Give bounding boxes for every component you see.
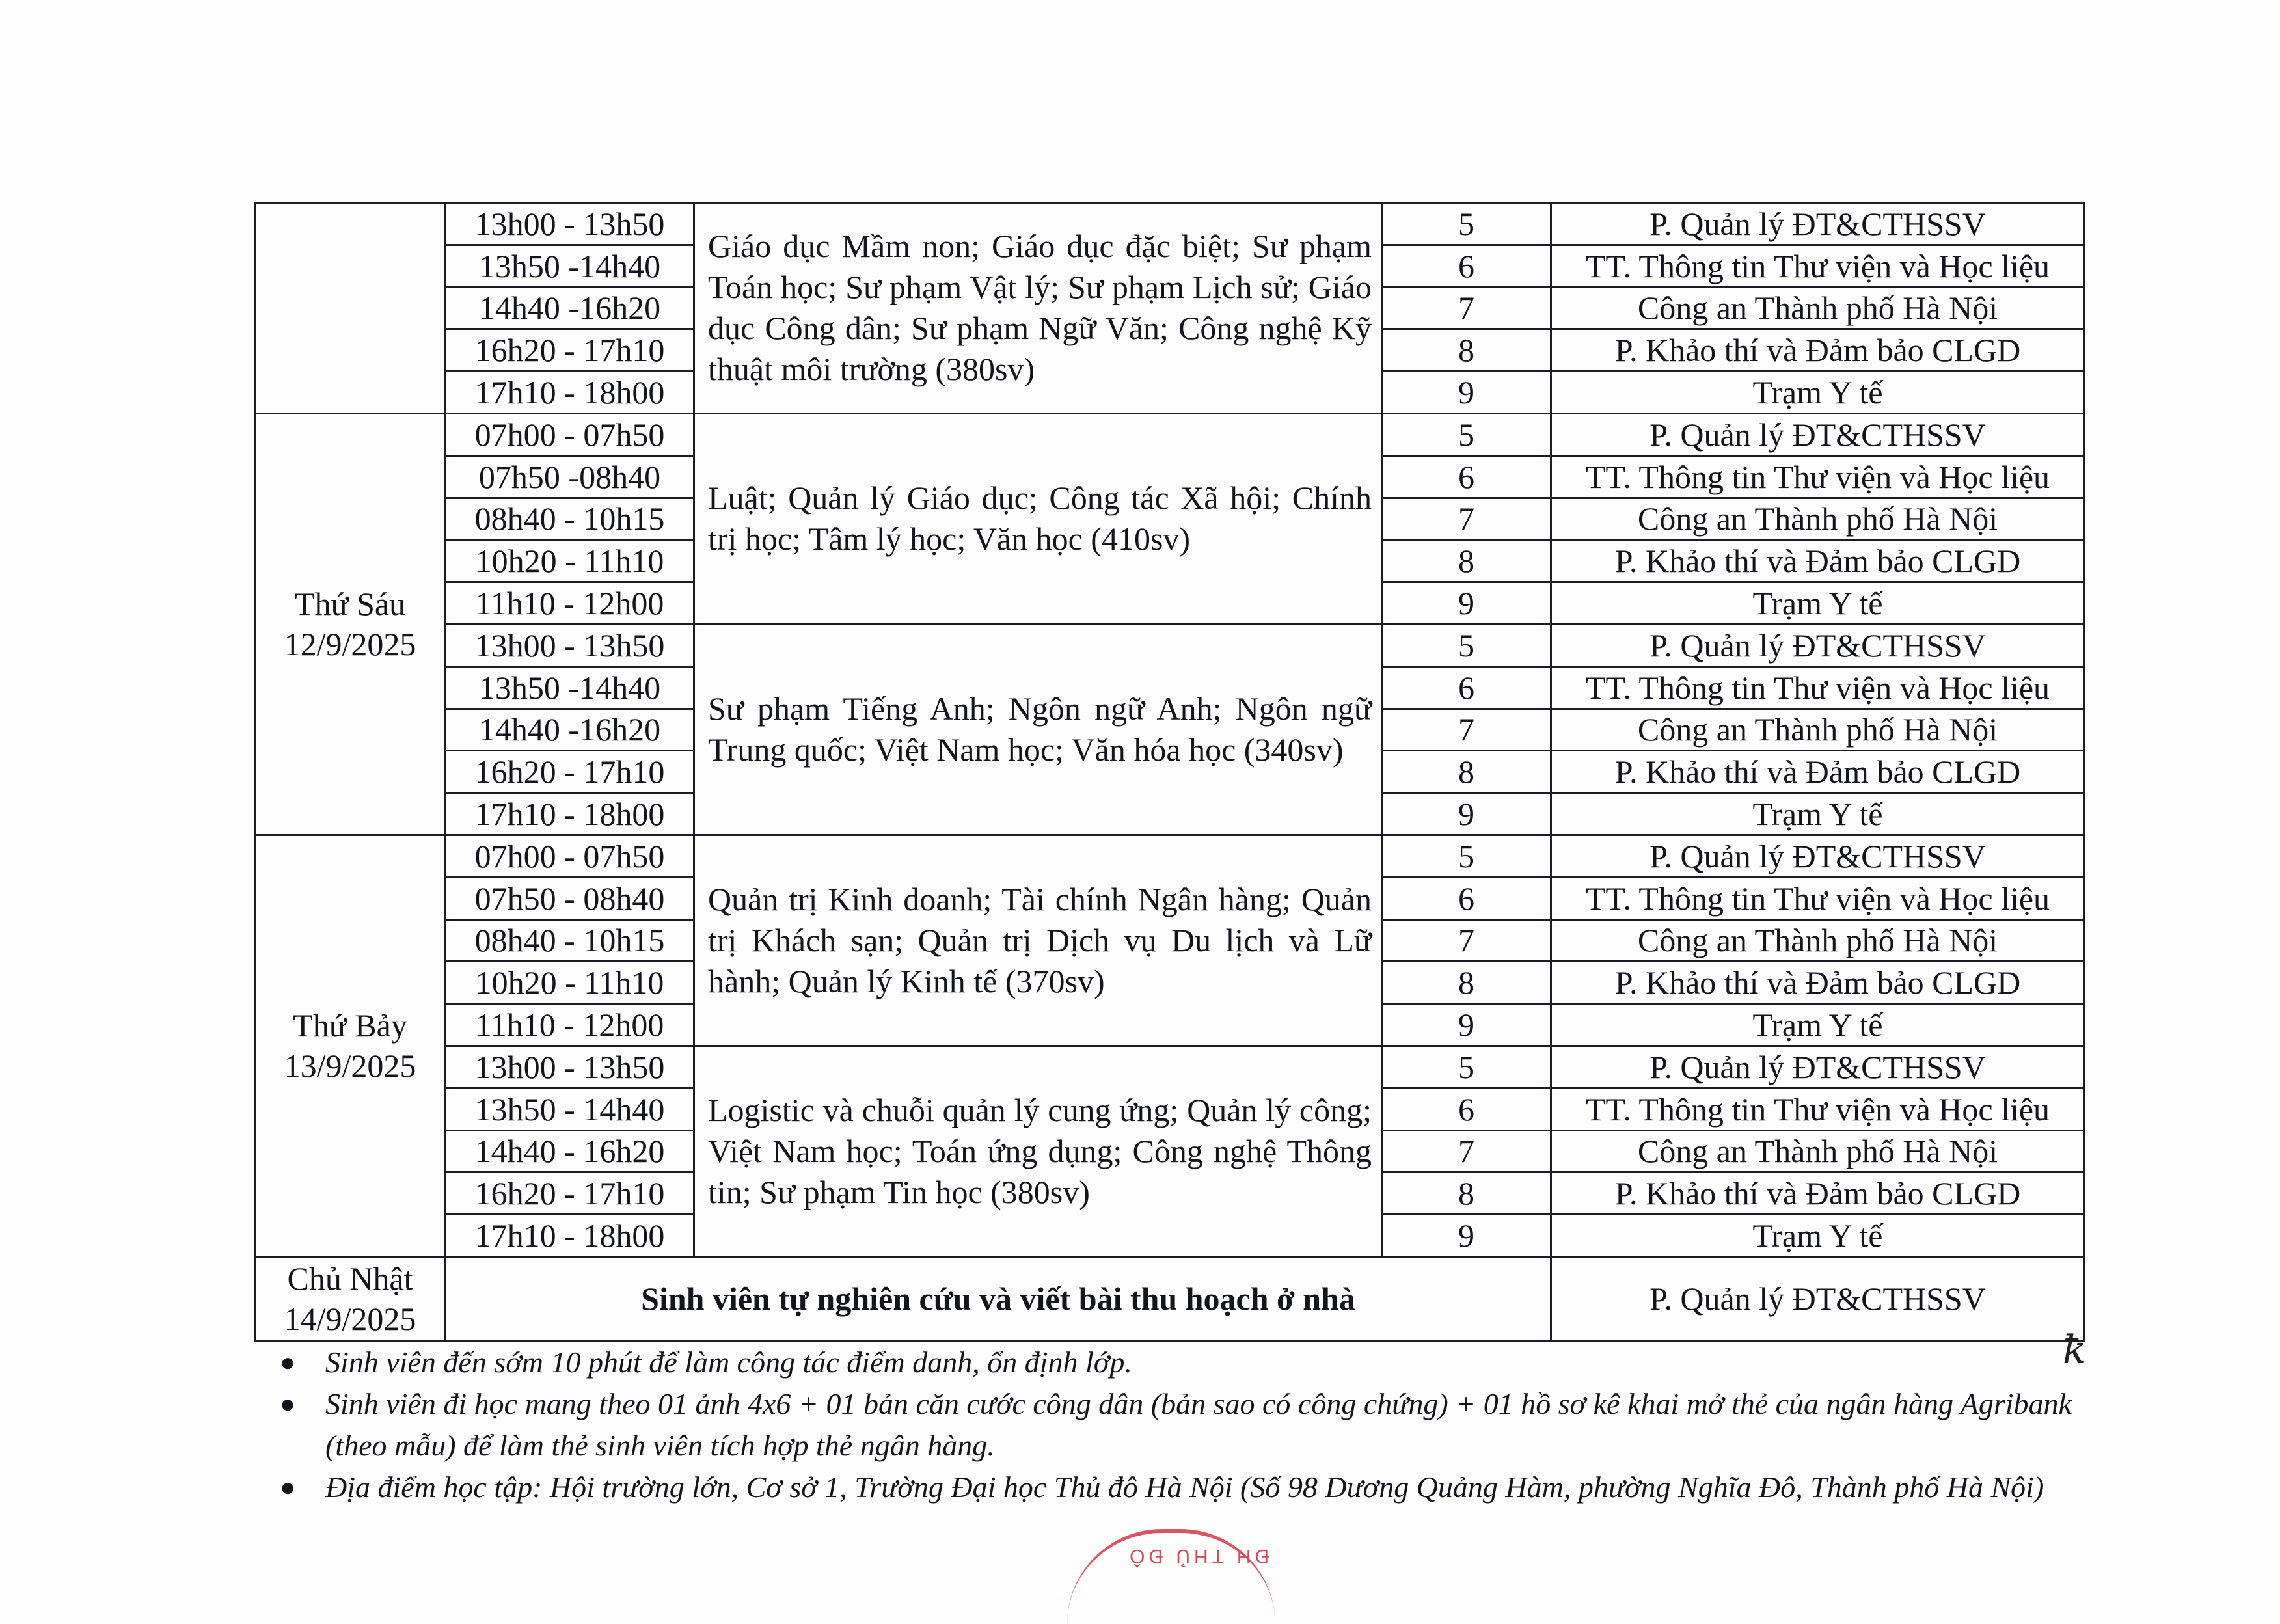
time-slot: 17h10 - 18h00 bbox=[446, 1215, 694, 1257]
day-name: Chủ Nhật bbox=[287, 1260, 413, 1297]
time-slot: 16h20 - 17h10 bbox=[446, 751, 694, 793]
responsible-unit: Trạm Y tế bbox=[1551, 582, 2085, 625]
notes-list bbox=[273, 1342, 2095, 1508]
responsible-unit: P. Khảo thí và Đảm bảo CLGD bbox=[1551, 1172, 2085, 1215]
time-slot: 08h40 - 10h15 bbox=[446, 919, 694, 962]
session-number: 6 bbox=[1382, 1088, 1551, 1130]
session-number: 6 bbox=[1382, 245, 1551, 287]
responsible-unit: P. Quản lý ĐT&CTHSSV bbox=[1551, 203, 2085, 245]
session-number: 8 bbox=[1382, 751, 1551, 793]
day-name: Thứ Bảy bbox=[293, 1007, 407, 1044]
time-slot: 13h50 -14h40 bbox=[446, 245, 694, 287]
session-number: 5 bbox=[1382, 835, 1551, 877]
responsible-unit: P. Khảo thí và Đảm bảo CLGD bbox=[1551, 751, 2085, 793]
note-text: Sinh viên đến sớm 10 phút để làm công tác điểm danh, ổn định lớp. bbox=[325, 1346, 1132, 1379]
day-name: Thứ Sáu bbox=[294, 586, 406, 623]
responsible-unit: Trạm Y tế bbox=[1551, 793, 2085, 835]
time-slot: 14h40 - 16h20 bbox=[446, 1130, 694, 1172]
session-number: 6 bbox=[1382, 877, 1551, 919]
session-number: 7 bbox=[1382, 1130, 1551, 1172]
session-number: 7 bbox=[1382, 919, 1551, 962]
time-slot: 14h40 -16h20 bbox=[446, 287, 694, 329]
time-slot: 07h00 - 07h50 bbox=[446, 413, 694, 455]
session-number: 6 bbox=[1382, 666, 1551, 709]
responsible-unit: Trạm Y tế bbox=[1551, 1004, 2085, 1046]
responsible-unit: Công an Thành phố Hà Nội bbox=[1551, 287, 2085, 329]
time-slot: 13h00 - 13h50 bbox=[446, 203, 694, 245]
note-item bbox=[273, 1467, 2095, 1508]
session-number: 8 bbox=[1382, 329, 1551, 372]
session-number: 7 bbox=[1382, 287, 1551, 329]
time-slot: 17h10 - 18h00 bbox=[446, 372, 694, 414]
day-cell-friday bbox=[255, 413, 446, 835]
day-cell-sunday bbox=[255, 1256, 446, 1341]
session-number: 9 bbox=[1382, 1004, 1551, 1046]
time-slot: 10h20 - 11h10 bbox=[446, 962, 694, 1004]
responsible-unit: P. Khảo thí và Đảm bảo CLGD bbox=[1551, 540, 2085, 582]
table-row bbox=[255, 413, 2085, 455]
responsible-unit: Trạm Y tế bbox=[1551, 372, 2085, 414]
day-date: 14/9/2025 bbox=[284, 1301, 416, 1338]
responsible-unit: P. Quản lý ĐT&CTHSSV bbox=[1551, 413, 2085, 455]
responsible-unit: Công an Thành phố Hà Nội bbox=[1551, 498, 2085, 540]
time-slot: 16h20 - 17h10 bbox=[446, 329, 694, 372]
major-group: Sư phạm Tiếng Anh; Ngôn ngữ Anh; Ngôn ngữ Trung quốc; Việt Nam học; Văn hóa học (340sv) bbox=[694, 624, 1382, 835]
bullet-icon: ● bbox=[280, 1347, 296, 1377]
table-row bbox=[255, 1046, 2085, 1088]
time-slot: 11h10 - 12h00 bbox=[446, 582, 694, 625]
table-row-sunday bbox=[255, 1256, 2085, 1341]
responsible-unit: P. Khảo thí và Đảm bảo CLGD bbox=[1551, 962, 2085, 1004]
day-cell-saturday bbox=[255, 835, 446, 1256]
bullet-icon: ● bbox=[280, 1389, 296, 1418]
time-slot: 11h10 - 12h00 bbox=[446, 1004, 694, 1046]
signature-mark: ꝁ bbox=[2063, 1329, 2087, 1372]
schedule-table bbox=[254, 202, 2085, 1342]
session-number: 9 bbox=[1382, 372, 1551, 414]
time-slot: 16h20 - 17h10 bbox=[446, 1172, 694, 1215]
responsible-unit: P. Quản lý ĐT&CTHSSV bbox=[1551, 835, 2085, 877]
time-slot: 13h50 - 14h40 bbox=[446, 1088, 694, 1130]
session-number: 7 bbox=[1382, 498, 1551, 540]
day-date: 12/9/2025 bbox=[284, 626, 416, 663]
time-slot: 10h20 - 11h10 bbox=[446, 540, 694, 582]
major-group: Quản trị Kinh doanh; Tài chính Ngân hàng; Quản trị Khách sạn; Quản trị Dịch vụ Du lịch và Lữ hành; Quản lý Kinh tế (370sv) bbox=[694, 835, 1382, 1046]
self-study-note: Sinh viên tự nghiên cứu và viết bài thu hoạch ở nhà bbox=[446, 1256, 1551, 1341]
day-cell bbox=[255, 203, 446, 414]
session-number: 5 bbox=[1382, 203, 1551, 245]
note-text: Sinh viên đi học mang theo 01 ảnh 4x6 + 01 bản căn cước công dân (bản sao có công chứng) + 01 hồ sơ kê khai mở thẻ của ngân hàng Agribank (theo mẫu) để làm thẻ sinh viên tích hợp thẻ ngân hàng. bbox=[325, 1387, 2072, 1462]
session-number: 5 bbox=[1382, 413, 1551, 455]
session-number: 8 bbox=[1382, 1172, 1551, 1215]
session-number: 9 bbox=[1382, 582, 1551, 625]
time-slot: 13h00 - 13h50 bbox=[446, 1046, 694, 1088]
responsible-unit: TT. Thông tin Thư viện và Học liệu bbox=[1551, 877, 2085, 919]
official-stamp bbox=[1067, 1529, 1275, 1624]
session-number: 8 bbox=[1382, 540, 1551, 582]
note-item bbox=[273, 1342, 2095, 1383]
session-number: 9 bbox=[1382, 793, 1551, 835]
note-text: Địa điểm học tập: Hội trường lớn, Cơ sở 1, Trường Đại học Thủ đô Hà Nội (Số 98 Dương Quảng Hàm, phường Nghĩa Đô, Thành phố Hà Nội) bbox=[325, 1470, 2044, 1504]
bullet-icon: ● bbox=[280, 1472, 296, 1502]
table-row bbox=[255, 203, 2085, 245]
responsible-unit: P. Khảo thí và Đảm bảo CLGD bbox=[1551, 329, 2085, 372]
time-slot: 08h40 - 10h15 bbox=[446, 498, 694, 540]
responsible-unit: P. Quản lý ĐT&CTHSSV bbox=[1551, 624, 2085, 666]
session-number: 7 bbox=[1382, 709, 1551, 751]
session-number: 8 bbox=[1382, 962, 1551, 1004]
major-group: Luật; Quản lý Giáo dục; Công tác Xã hội; Chính trị học; Tâm lý học; Văn học (410sv) bbox=[694, 413, 1382, 624]
note-item bbox=[273, 1383, 2095, 1467]
day-date: 13/9/2025 bbox=[284, 1048, 416, 1085]
time-slot: 14h40 -16h20 bbox=[446, 709, 694, 751]
responsible-unit: TT. Thông tin Thư viện và Học liệu bbox=[1551, 1088, 2085, 1130]
time-slot: 13h00 - 13h50 bbox=[446, 624, 694, 666]
stamp-text: ĐH THỦ ĐÔ bbox=[1126, 1545, 1269, 1567]
major-group: Giáo dục Mầm non; Giáo dục đặc biệt; Sư phạm Toán học; Sư phạm Vật lý; Sư phạm Lịch sử; Giáo dục Công dân; Sư phạm Ngữ Văn; Công nghệ Kỹ thuật môi trường (380sv) bbox=[694, 203, 1382, 414]
session-number: 5 bbox=[1382, 624, 1551, 666]
time-slot: 07h50 -08h40 bbox=[446, 455, 694, 498]
session-number: 5 bbox=[1382, 1046, 1551, 1088]
responsible-unit: TT. Thông tin Thư viện và Học liệu bbox=[1551, 666, 2085, 709]
responsible-unit: Trạm Y tế bbox=[1551, 1215, 2085, 1257]
time-slot: 17h10 - 18h00 bbox=[446, 793, 694, 835]
session-number: 9 bbox=[1382, 1215, 1551, 1257]
responsible-unit: Công an Thành phố Hà Nội bbox=[1551, 1130, 2085, 1172]
major-group: Logistic và chuỗi quản lý cung ứng; Quản lý công; Việt Nam học; Toán ứng dụng; Công nghệ Thông tin; Sư phạm Tin học (380sv) bbox=[694, 1046, 1382, 1256]
responsible-unit: TT. Thông tin Thư viện và Học liệu bbox=[1551, 245, 2085, 287]
table-row bbox=[255, 835, 2085, 877]
responsible-unit: P. Quản lý ĐT&CTHSSV bbox=[1551, 1046, 2085, 1088]
responsible-unit: Công an Thành phố Hà Nội bbox=[1551, 709, 2085, 751]
time-slot: 07h50 - 08h40 bbox=[446, 877, 694, 919]
responsible-unit: TT. Thông tin Thư viện và Học liệu bbox=[1551, 455, 2085, 498]
time-slot: 07h00 - 07h50 bbox=[446, 835, 694, 877]
responsible-unit: Công an Thành phố Hà Nội bbox=[1551, 919, 2085, 962]
responsible-unit: P. Quản lý ĐT&CTHSSV bbox=[1551, 1256, 2085, 1341]
session-number: 6 bbox=[1382, 455, 1551, 498]
table-row bbox=[255, 624, 2085, 666]
time-slot: 13h50 -14h40 bbox=[446, 666, 694, 709]
